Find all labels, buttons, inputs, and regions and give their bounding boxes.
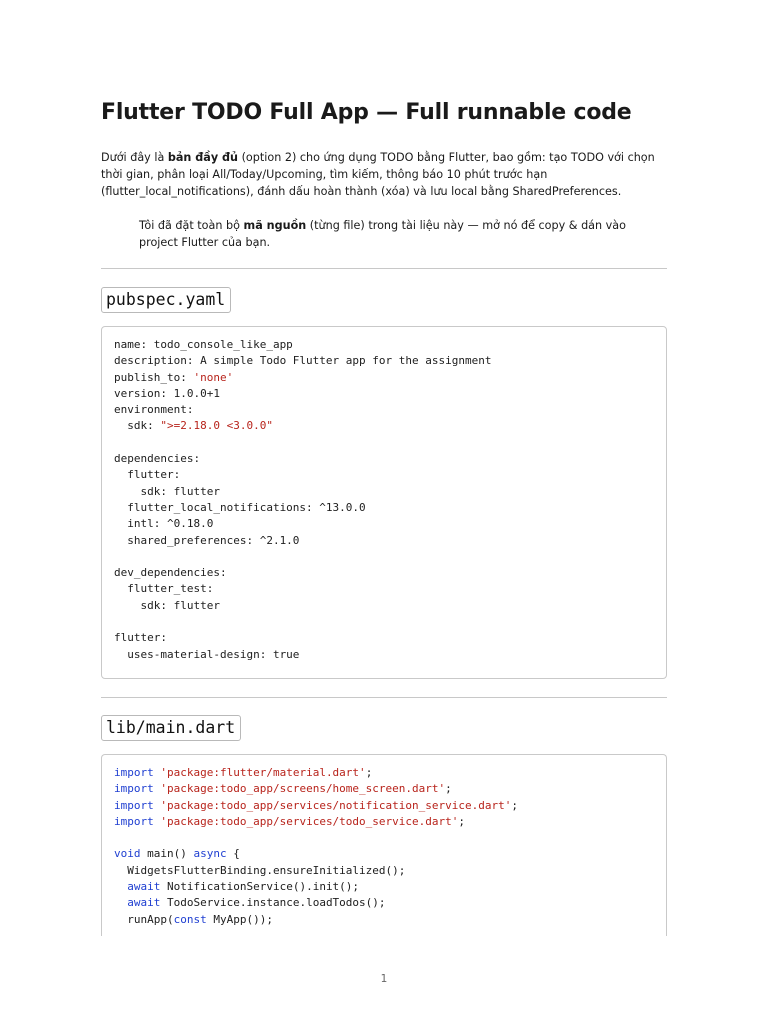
intro-text: Dưới đây là [101,151,168,164]
code-keyword: async [193,847,227,861]
code-token: TodoService.instance.loadTodos(); [160,896,386,910]
code-token: dev_dependencies: [114,566,227,580]
code-line [114,582,213,595]
code-token: MyApp()); [206,912,273,926]
code-line [114,485,220,498]
code-token: flutter_test: [114,582,214,596]
code-keyword: import [114,814,154,828]
code-line [114,880,359,893]
code-token [114,880,127,893]
code-token: { [226,847,240,861]
code-token: flutter: [114,631,167,645]
code-token: name: todo_console_like_app [114,338,293,351]
code-line [114,501,366,514]
code-line [114,452,200,465]
code-line [114,766,372,779]
note-text-rest: (từng file) trong tài liệu này — mở nó để copy & dán vào project Flutter của bạn. [139,219,627,249]
section-heading-pubspec: pubspec.yaml [101,287,231,313]
code-keyword: import [114,766,154,779]
intro-text-rest: (option 2) cho ứng dụng TODO bằng Flutter, bao gồm: tạo TODO với chọn thời gian, phân loại All/Today/Upcoming, tìm kiếm, thông báo 10 phút trước hạn (flutter_local_notifications), đánh dấu hoàn thành (xóa) và lưu local bằng SharedPreferences. [101,151,655,198]
code-line [114,864,405,877]
code-line [114,468,180,481]
note-blockquote [139,217,649,251]
code-line [114,815,465,828]
code-line [114,631,167,644]
code-token: sdk: flutter [114,484,220,498]
code-token: shared_preferences: ^2.1.0 [114,533,300,547]
code-token: description: A simple Todo Flutter app for the assignment [114,354,492,368]
code-line [114,517,213,530]
code-token: intl: ^0.18.0 [114,517,214,531]
code-line [114,896,386,909]
code-keyword: await [127,896,161,910]
code-line [114,913,273,926]
code-line [114,599,220,612]
code-string: 'package:todo_app/screens/home_screen.dart' [160,782,446,796]
code-token: ; [458,814,466,828]
code-keyword: const [173,912,207,926]
code-block-main-dart [101,754,667,936]
code-token: sdk: [114,419,161,433]
code-text [102,327,666,673]
code-line [114,387,220,400]
code-token: ; [365,766,373,779]
code-keyword: await [127,880,161,894]
code-line [114,371,233,384]
divider [101,268,667,269]
code-line [114,403,193,416]
code-line [114,338,293,351]
code-token: NotificationService().init(); [160,880,360,894]
code-string: 'package:todo_app/services/todo_service.dart' [160,814,459,828]
code-keyword: void [114,847,141,861]
code-line [114,566,227,579]
code-token: publish_to: [114,370,194,384]
code-string: ">=2.18.0 <3.0.0" [160,419,273,433]
code-token: environment: [114,403,194,417]
code-text [102,755,666,936]
code-line [114,648,299,661]
code-keyword: import [114,798,154,812]
code-token: sdk: flutter [114,598,220,612]
divider [101,697,667,698]
code-token: main() [140,847,194,861]
code-token: runApp( [114,912,174,926]
code-line [114,534,299,547]
intro-paragraph [101,149,667,200]
code-token: WidgetsFlutterBinding.ensureInitialized(); [114,863,406,877]
code-block-pubspec [101,326,667,679]
note-text: Tôi đã đặt toàn bộ [139,219,244,232]
code-token [114,896,127,909]
code-keyword: import [114,782,154,796]
page-number: 1 [380,973,388,985]
code-string: 'package:todo_app/services/notification_service.dart' [160,798,512,812]
code-line [114,847,240,860]
code-token: uses-material-design: true [114,647,300,661]
intro-bold: bản đầy đủ [167,151,239,164]
code-token: ; [445,782,452,796]
code-token: flutter_local_notifications: ^13.0.0 [114,500,366,514]
code-line [114,419,273,432]
note-bold: mã nguồn [243,219,307,232]
code-token: version: 1.0.0+1 [114,386,220,400]
code-token: flutter: [114,468,181,482]
document-title: Flutter TODO Full App — Full runnable code [101,100,632,125]
code-line [114,782,452,795]
section-heading-main-dart: lib/main.dart [101,715,241,741]
code-token: dependencies: [114,452,201,466]
code-line [114,799,518,812]
code-line [114,354,492,367]
code-string: 'none' [193,370,234,384]
code-token: ; [511,798,518,812]
code-string: 'package:flutter/material.dart' [160,766,366,779]
